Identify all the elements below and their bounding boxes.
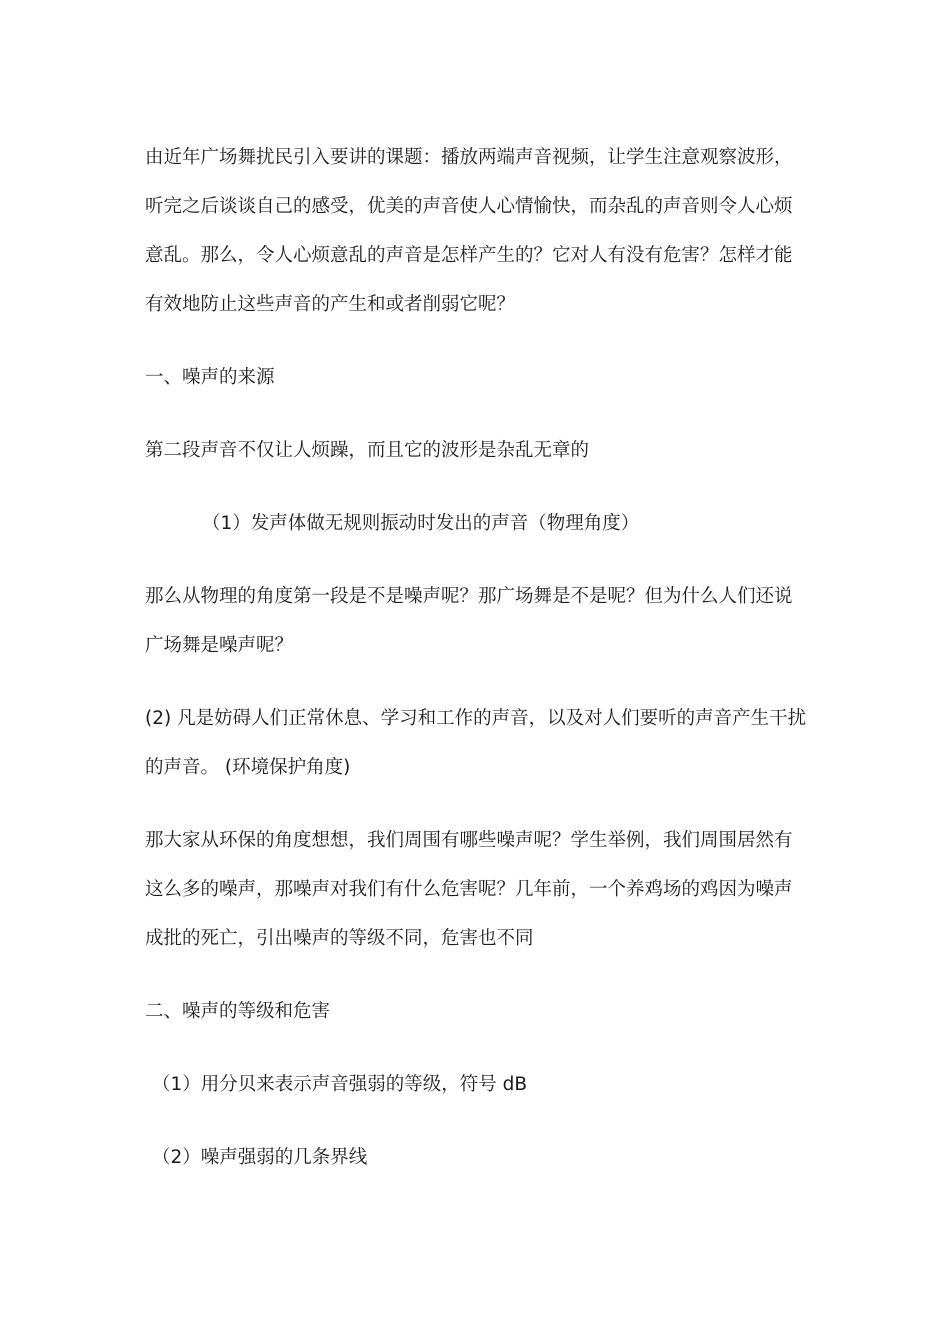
list-item-environment-definition: (2) 凡是妨碍人们正常休息、学习和工作的声音，以及对人们要听的声音产生干扰的声音。 (环境保护角度) [145, 708, 807, 778]
section-heading-noise-source: 一、噪声的来源 [145, 367, 275, 388]
intro-paragraph: 由近年广场舞扰民引入要讲的课题：播放两端声音视频，让学生注意观察波形，听完之后谈谈自己的感受，优美的声音使人心情愉快，而杂乱的声音则令人心烦意乱。那么，令人心烦意乱的声音是怎样产生的？它对人有没有危害？怎样才能有效地防止这些声音的产生和或者削弱它呢？ [145, 147, 793, 315]
paragraph-noise-examples: 那大家从环保的角度想想，我们周围有哪些噪声呢？学生举例，我们周围居然有这么多的噪声，那噪声对我们有什么危害呢？几年前，一个养鸡场的鸡因为噪声成批的死亡，引出噪声的等级不同，危害也不同 [145, 830, 793, 949]
paragraph-waveform: 第二段声音不仅让人烦躁，而且它的波形是杂乱无章的 [145, 440, 590, 461]
list-item-decibel: （1）用分贝来表示声音强弱的等级，符号 dB [152, 1074, 528, 1095]
list-item-physics-definition: （1）发声体做无规则振动时发出的声音（物理角度） [202, 513, 640, 534]
section-heading-noise-levels: 二、噪声的等级和危害 [145, 1001, 331, 1022]
document-body [145, 133, 810, 1182]
list-item-noise-thresholds: （2）噪声强弱的几条界线 [152, 1147, 368, 1168]
paragraph-square-dance-question: 那么从物理的角度第一段是不是噪声呢？那广场舞是不是呢？但为什么人们还说广场舞是噪声呢？ [145, 586, 793, 656]
